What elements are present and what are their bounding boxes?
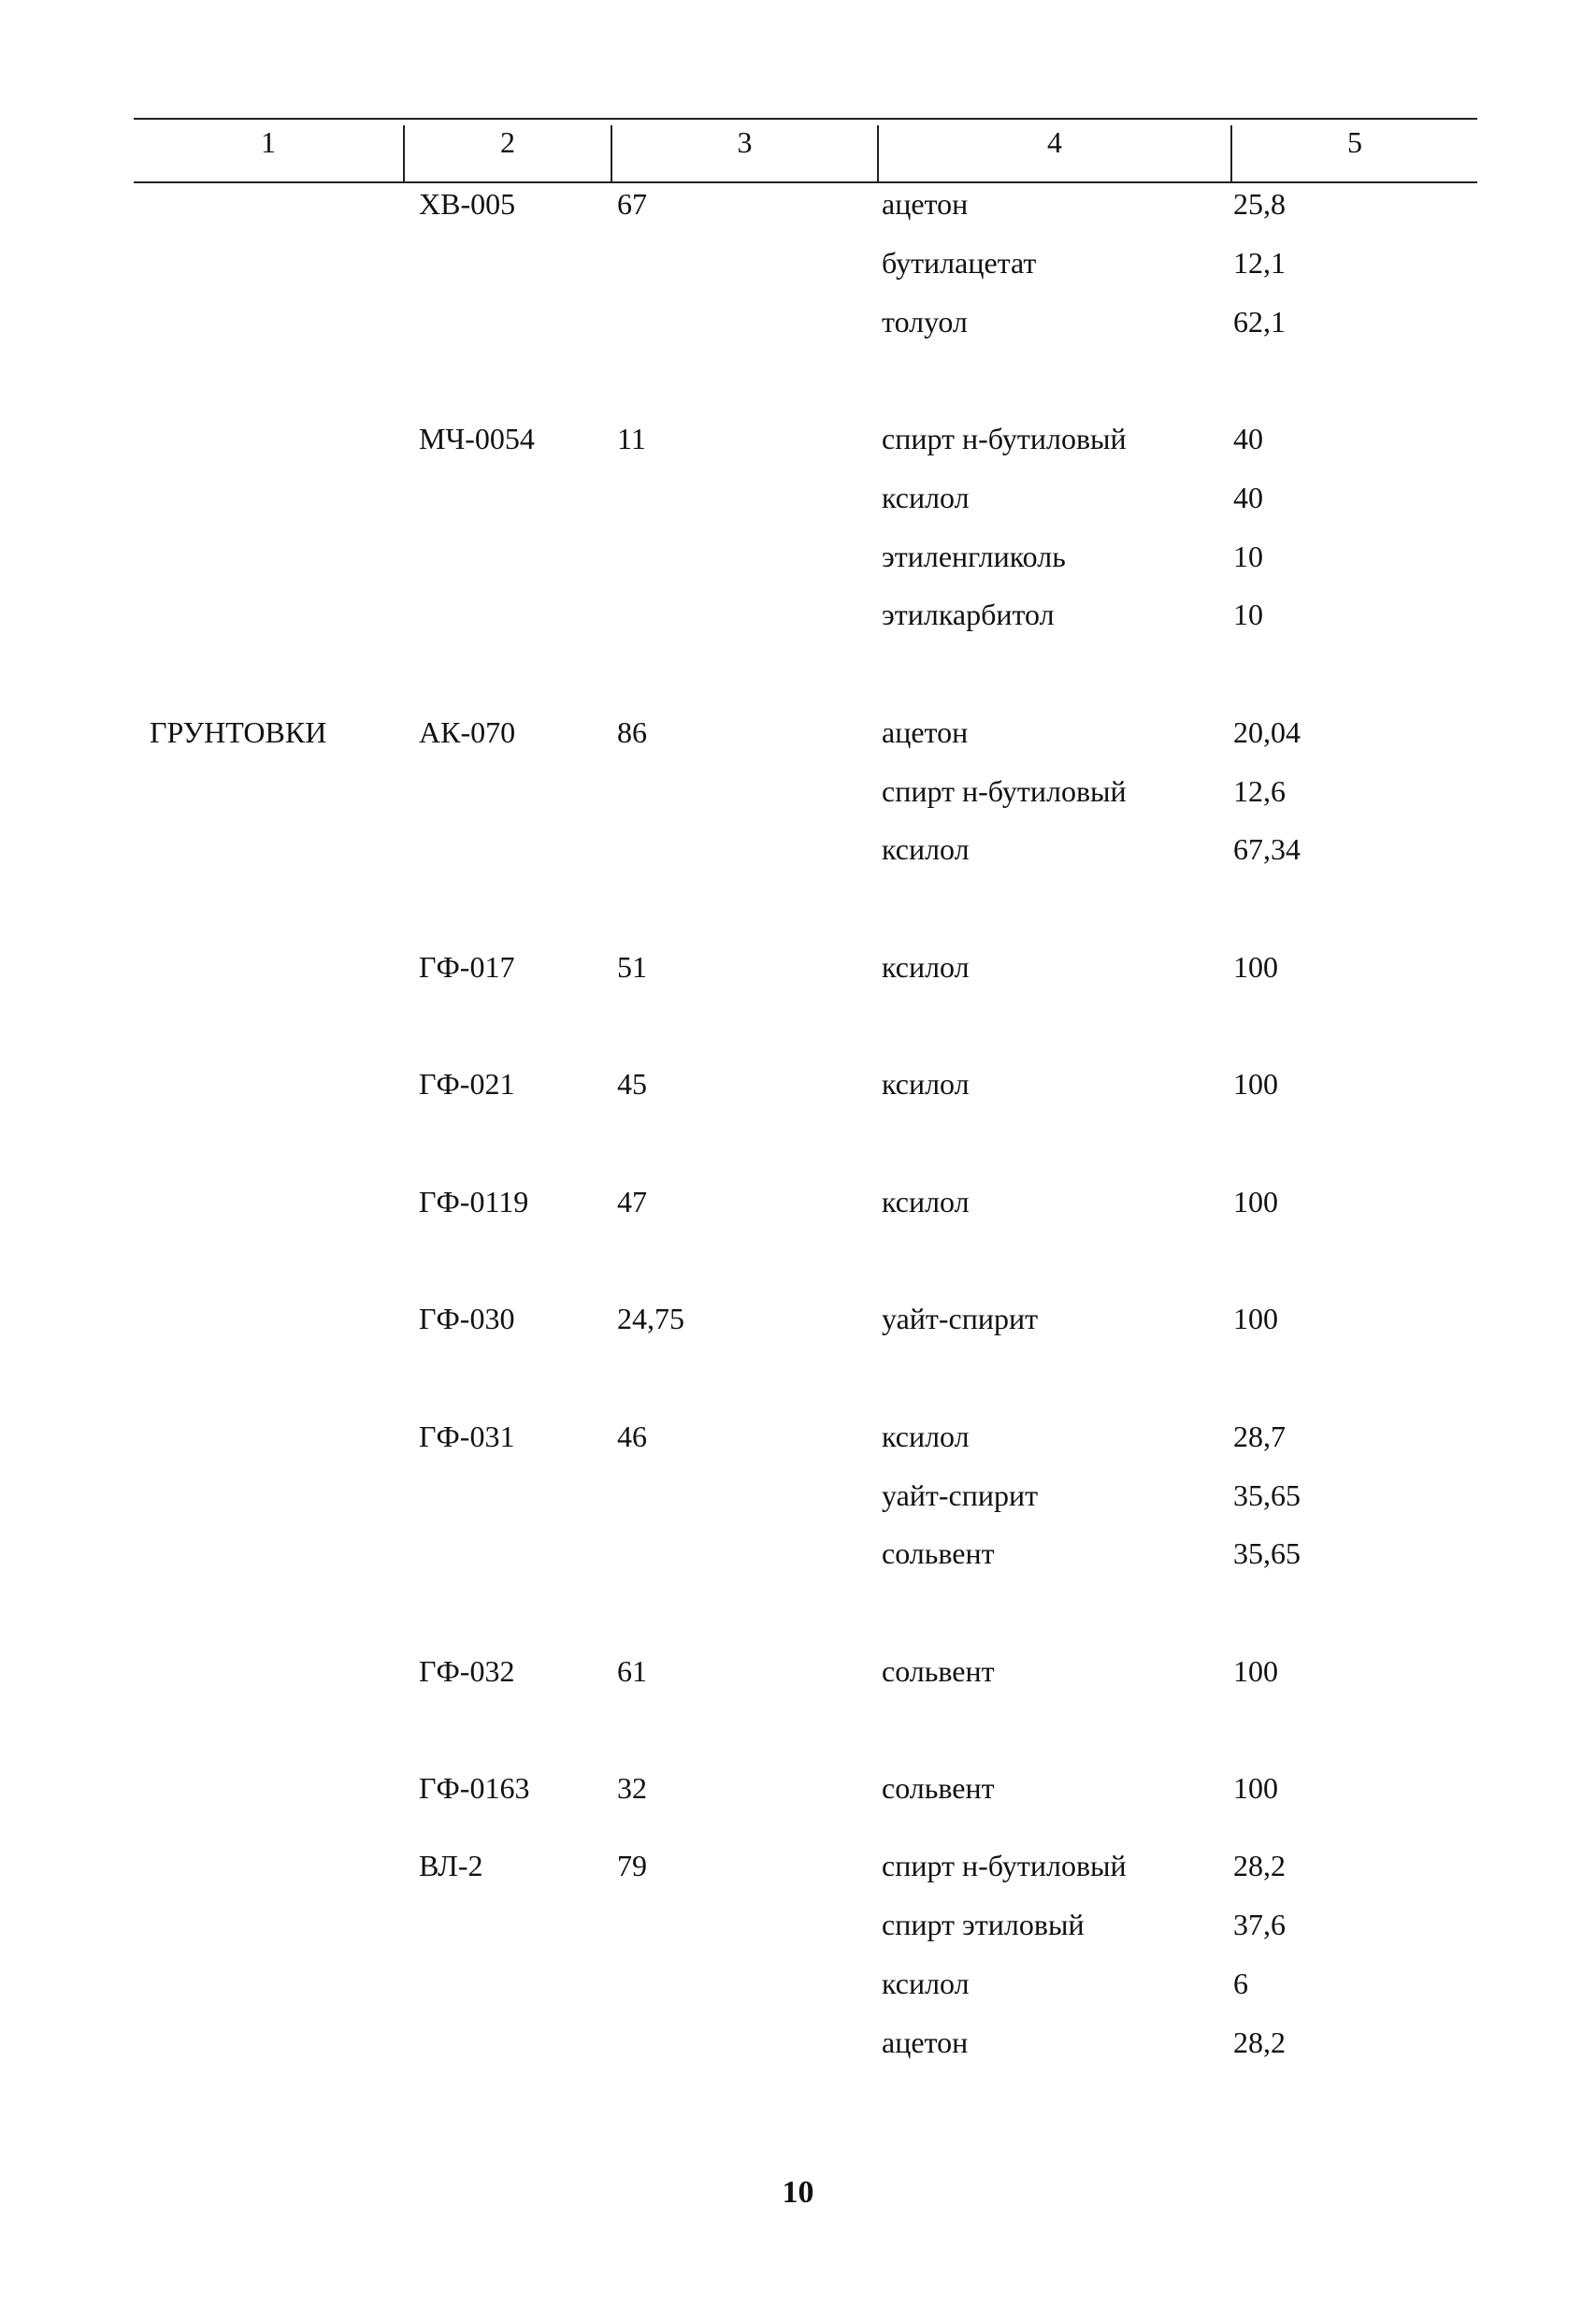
percent-cell: 37,6 (1233, 1908, 1286, 1941)
paint-mark: ГФ-0163 (419, 1771, 530, 1805)
solvent-name: этилкарбитол (882, 598, 1055, 631)
solvent-name: спирт этиловый (882, 1908, 1085, 1941)
header-cell-5: 5 (1347, 125, 1362, 159)
value-cell: 45 (617, 1067, 647, 1101)
percent-cell: 12,1 (1233, 246, 1286, 280)
solvent-name: толуол (882, 305, 968, 339)
paint-mark: ГФ-030 (419, 1302, 515, 1335)
solvent-name: ксилол (882, 832, 970, 866)
percent-cell: 10 (1233, 598, 1263, 631)
header-cell-1: 1 (261, 125, 276, 159)
category-label: ГРУНТОВКИ (150, 715, 327, 749)
solvent-name: ксилол (882, 1067, 970, 1101)
solvent-name: ацетон (882, 2025, 969, 2059)
solvent-name: этиленгликоль (882, 540, 1066, 573)
paint-mark: ГФ-021 (419, 1067, 515, 1101)
paint-mark: ГФ-017 (419, 950, 515, 984)
solvent-name: ксилол (882, 950, 970, 984)
value-cell: 24,75 (617, 1302, 684, 1335)
paint-mark: ГФ-0119 (419, 1185, 529, 1218)
percent-cell: 28,7 (1233, 1420, 1286, 1453)
paint-mark: ГФ-031 (419, 1420, 515, 1453)
percent-cell: 100 (1233, 950, 1278, 984)
paint-mark: ВЛ-2 (419, 1849, 483, 1882)
header-cell-3: 3 (737, 125, 753, 159)
paint-mark: АК-070 (419, 715, 516, 749)
value-cell: 86 (617, 715, 647, 749)
value-cell: 11 (617, 422, 646, 455)
solvent-name: уайт-спирит (882, 1478, 1039, 1512)
value-cell: 47 (617, 1185, 647, 1218)
percent-cell: 100 (1233, 1067, 1278, 1101)
solvent-name: сольвент (882, 1771, 995, 1805)
paint-mark: МЧ-0054 (419, 422, 535, 455)
solvent-name: сольвент (882, 1654, 995, 1688)
percent-cell: 62,1 (1233, 305, 1286, 339)
percent-cell: 10 (1233, 540, 1263, 573)
paint-mark: ХВ-005 (419, 187, 516, 221)
value-cell: 51 (617, 950, 647, 984)
solvent-name: уайт-спирит (882, 1302, 1039, 1335)
percent-cell: 100 (1233, 1185, 1278, 1218)
percent-cell: 35,65 (1233, 1536, 1301, 1570)
solvent-name: спирт н-бутиловый (882, 774, 1127, 808)
percent-cell: 20,04 (1233, 715, 1301, 749)
percent-cell: 6 (1233, 1967, 1248, 2000)
header-cell-4: 4 (1047, 125, 1062, 159)
percent-cell: 40 (1233, 422, 1263, 455)
solvent-name: ксилол (882, 481, 970, 514)
page-number: 10 (782, 2175, 814, 2210)
solvent-name: ксилол (882, 1185, 970, 1218)
table-header (134, 118, 1477, 181)
percent-cell: 67,34 (1233, 832, 1301, 866)
solvent-name: сольвент (882, 1536, 995, 1570)
header-cell-2: 2 (500, 125, 515, 159)
solvent-name: бутилацетат (882, 246, 1037, 280)
solvent-name: ксилол (882, 1967, 970, 2000)
percent-cell: 28,2 (1233, 1849, 1286, 1882)
percent-cell: 28,2 (1233, 2025, 1286, 2059)
percent-cell: 100 (1233, 1302, 1278, 1335)
percent-cell: 100 (1233, 1654, 1278, 1688)
solvent-name: спирт н-бутиловый (882, 422, 1127, 455)
solvent-name: ацетон (882, 187, 969, 221)
paint-mark: ГФ-032 (419, 1654, 515, 1688)
value-cell: 67 (617, 187, 647, 221)
percent-cell: 35,65 (1233, 1478, 1301, 1512)
solvent-name: спирт н-бутиловый (882, 1849, 1127, 1882)
value-cell: 61 (617, 1654, 647, 1688)
percent-cell: 40 (1233, 481, 1263, 514)
table-header-bottom-rule (134, 181, 1477, 183)
value-cell: 32 (617, 1771, 647, 1805)
value-cell: 46 (617, 1420, 647, 1453)
value-cell: 79 (617, 1849, 647, 1882)
percent-cell: 100 (1233, 1771, 1278, 1805)
percent-cell: 25,8 (1233, 187, 1286, 221)
solvent-name: ацетон (882, 715, 969, 749)
percent-cell: 12,6 (1233, 774, 1286, 808)
solvent-name: ксилол (882, 1420, 970, 1453)
